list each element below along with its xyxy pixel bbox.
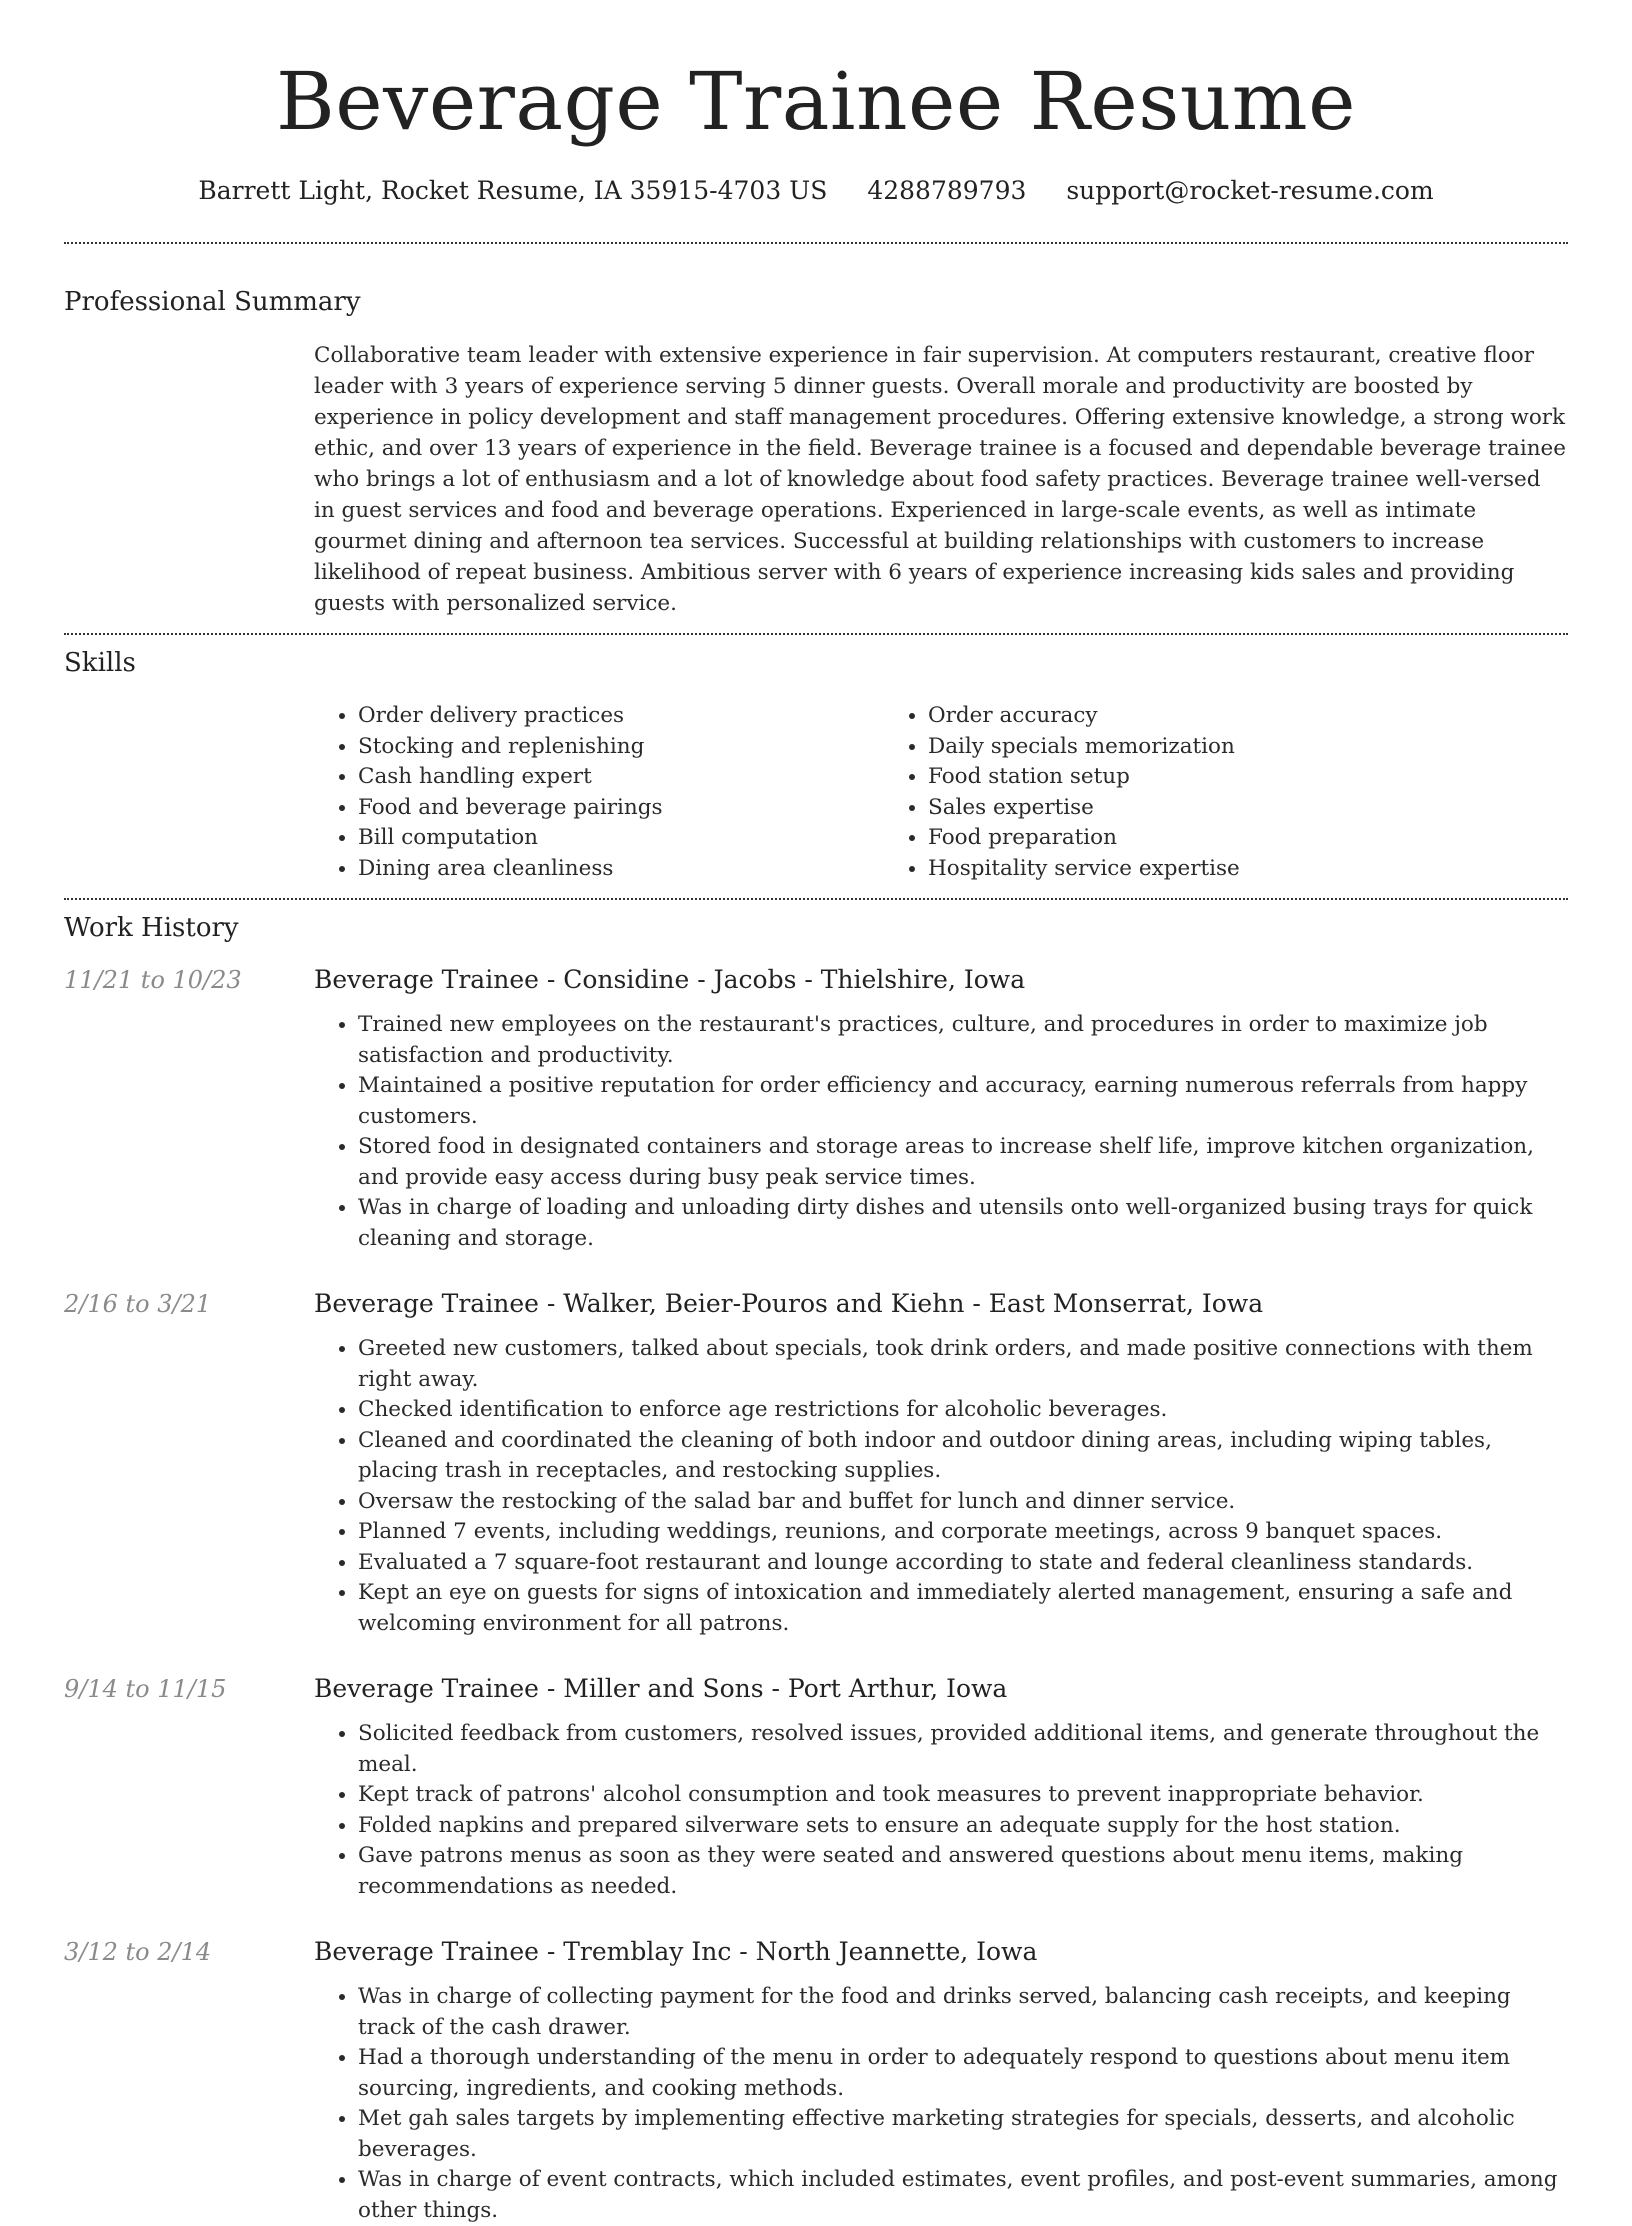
job-bullet-list xyxy=(314,1334,1568,1639)
contact-phone: 4288789793 xyxy=(867,176,1027,205)
job-entry xyxy=(64,1936,1568,2226)
job-bullet: • Maintained a positive reputation for order efficiency and accuracy, earning numerous referrals from happy customers. xyxy=(358,1071,1568,1132)
job-bullet: • Met gah sales targets by implementing effective marketing strategies for specials, desserts, and alcoholic beverages. xyxy=(358,2104,1568,2165)
job-body xyxy=(314,1936,1568,2226)
skill-item: • Food preparation xyxy=(928,823,1504,854)
job-bullet: • Stored food in designated containers and storage areas to increase shelf life, improve kitchen organization, and provide easy access during busy peak service times. xyxy=(358,1132,1568,1193)
job-bullet: • Folded napkins and prepared silverware sets to ensure an adequate supply for the host station. xyxy=(358,1811,1568,1842)
contact-line xyxy=(64,176,1568,206)
job-bullet: • Cleaned and coordinated the cleaning of both indoor and outdoor dining areas, including wiping tables, placing trash in receptacles, and restocking supplies. xyxy=(358,1426,1568,1487)
skill-item: • Bill computation xyxy=(358,823,884,854)
job-title: Beverage Trainee - Considine - Jacobs - Thielshire, Iowa xyxy=(314,965,1026,994)
skill-item: • Order delivery practices xyxy=(358,701,884,732)
job-bullet: • Was in charge of collecting payment for the food and drinks served, balancing cash receipts, and keeping track of the cash drawer. xyxy=(358,1982,1568,2043)
section-title-work: Work History xyxy=(64,913,239,943)
job-bullet: • Evaluated a 7 square-foot restaurant and lounge according to state and federal cleanliness standards. xyxy=(358,1548,1568,1579)
job-list xyxy=(64,964,1568,2226)
job-title: Beverage Trainee - Miller and Sons - Port Arthur, Iowa xyxy=(314,1674,1008,1703)
skill-item: • Food station setup xyxy=(928,762,1504,793)
job-dates: 3/12 to 2/14 xyxy=(64,1938,212,1966)
job-entry xyxy=(64,1288,1568,1639)
contact-email: support@rocket-resume.com xyxy=(1066,176,1434,205)
section-title-skills: Skills xyxy=(64,648,136,678)
summary-text: Collaborative team leader with extensive experience in fair supervision. At computers restaurant, creative floor leader with 3 years of experience serving 5 dinner guests. Overall morale and productivity are boosted by experience in policy development and staff management procedures. Offering extensive knowledge, a strong work ethic, and over 13 years of experience in the field. Beverage trainee is a focused and dependable beverage trainee who brings a lot of enthusiasm and a lot of knowledge about food safety practices. Beverage trainee well-versed in guest services and food and beverage operations. Experienced in large-scale events, as well as intimate gourmet dining and afternoon tea services. Successful at building relationships with customers to increase likelihood of repeat business. Ambitious server with 6 years of experience increasing kids sales and providing guests with personalized service. xyxy=(314,343,1567,616)
job-bullet: • Checked identification to enforce age restrictions for alcoholic beverages. xyxy=(358,1395,1568,1426)
job-bullet: • Solicited feedback from customers, resolved issues, provided additional items, and generate throughout the meal. xyxy=(358,1719,1568,1780)
job-dates: 2/16 to 3/21 xyxy=(64,1290,212,1318)
job-title: Beverage Trainee - Tremblay Inc - North Jeannette, Iowa xyxy=(314,1937,1038,1966)
professional-summary-section xyxy=(64,244,1568,619)
job-bullet-list xyxy=(314,1719,1568,1902)
job-bullet: • Kept an eye on guests for signs of intoxication and immediately alerted management, ensuring a safe and welcoming environment for all patrons. xyxy=(358,1578,1568,1639)
job-bullet: • Gave patrons menus as soon as they were seated and answered questions about menu items, making recommendations as needed. xyxy=(358,1841,1568,1902)
job-title: Beverage Trainee - Walker, Beier-Pouros and Kiehn - East Monserrat, Iowa xyxy=(314,1289,1264,1318)
work-history-section xyxy=(64,900,1568,2226)
skill-item: • Order accuracy xyxy=(928,701,1504,732)
skills-section xyxy=(64,635,1568,884)
skills-column-right xyxy=(884,701,1504,884)
job-bullet: • Kept track of patrons' alcohol consumption and took measures to prevent inappropriate behavior. xyxy=(358,1780,1568,1811)
skill-item: • Daily specials memorization xyxy=(928,732,1504,763)
job-dates: 9/14 to 11/15 xyxy=(64,1675,227,1703)
job-bullet: • Had a thorough understanding of the menu in order to adequately respond to questions about menu item sourcing, ingredients, and cooking methods. xyxy=(358,2043,1568,2104)
skill-item: • Hospitality service expertise xyxy=(928,854,1504,885)
job-entry xyxy=(64,964,1568,1254)
job-bullet-list xyxy=(314,1982,1568,2226)
skill-item: • Stocking and replenishing xyxy=(358,732,884,763)
skill-item: • Cash handling expert xyxy=(358,762,884,793)
job-bullet: • Trained new employees on the restaurant's practices, culture, and procedures in order to maximize job satisfaction and productivity. xyxy=(358,1010,1568,1071)
skills-column-left xyxy=(314,701,884,884)
contact-address: Barrett Light, Rocket Resume, IA 35915-4703 US xyxy=(198,176,828,205)
job-dates: 11/21 to 10/23 xyxy=(64,966,242,994)
job-entry xyxy=(64,1673,1568,1902)
skills-grid xyxy=(314,701,1568,884)
job-bullet-list xyxy=(314,1010,1568,1254)
skill-item: • Dining area cleanliness xyxy=(358,854,884,885)
job-body xyxy=(314,1288,1568,1639)
job-bullet: • Greeted new customers, talked about specials, took drink orders, and made positive connections with them right away. xyxy=(358,1334,1568,1395)
resume-title: Beverage Trainee Resume xyxy=(276,55,1356,148)
section-title-summary: Professional Summary xyxy=(64,287,361,317)
job-bullet: • Planned 7 events, including weddings, reunions, and corporate meetings, across 9 banquet spaces. xyxy=(358,1517,1568,1548)
job-bullet: • Was in charge of event contracts, which included estimates, event profiles, and post-event summaries, among other things. xyxy=(358,2165,1568,2226)
skill-item: • Sales expertise xyxy=(928,793,1504,824)
job-body xyxy=(314,1673,1568,1902)
skill-item: • Food and beverage pairings xyxy=(358,793,884,824)
job-bullet: • Was in charge of loading and unloading dirty dishes and utensils onto well-organized busing trays for quick cleaning and storage. xyxy=(358,1193,1568,1254)
job-body xyxy=(314,964,1568,1254)
job-bullet: • Oversaw the restocking of the salad bar and buffet for lunch and dinner service. xyxy=(358,1487,1568,1518)
